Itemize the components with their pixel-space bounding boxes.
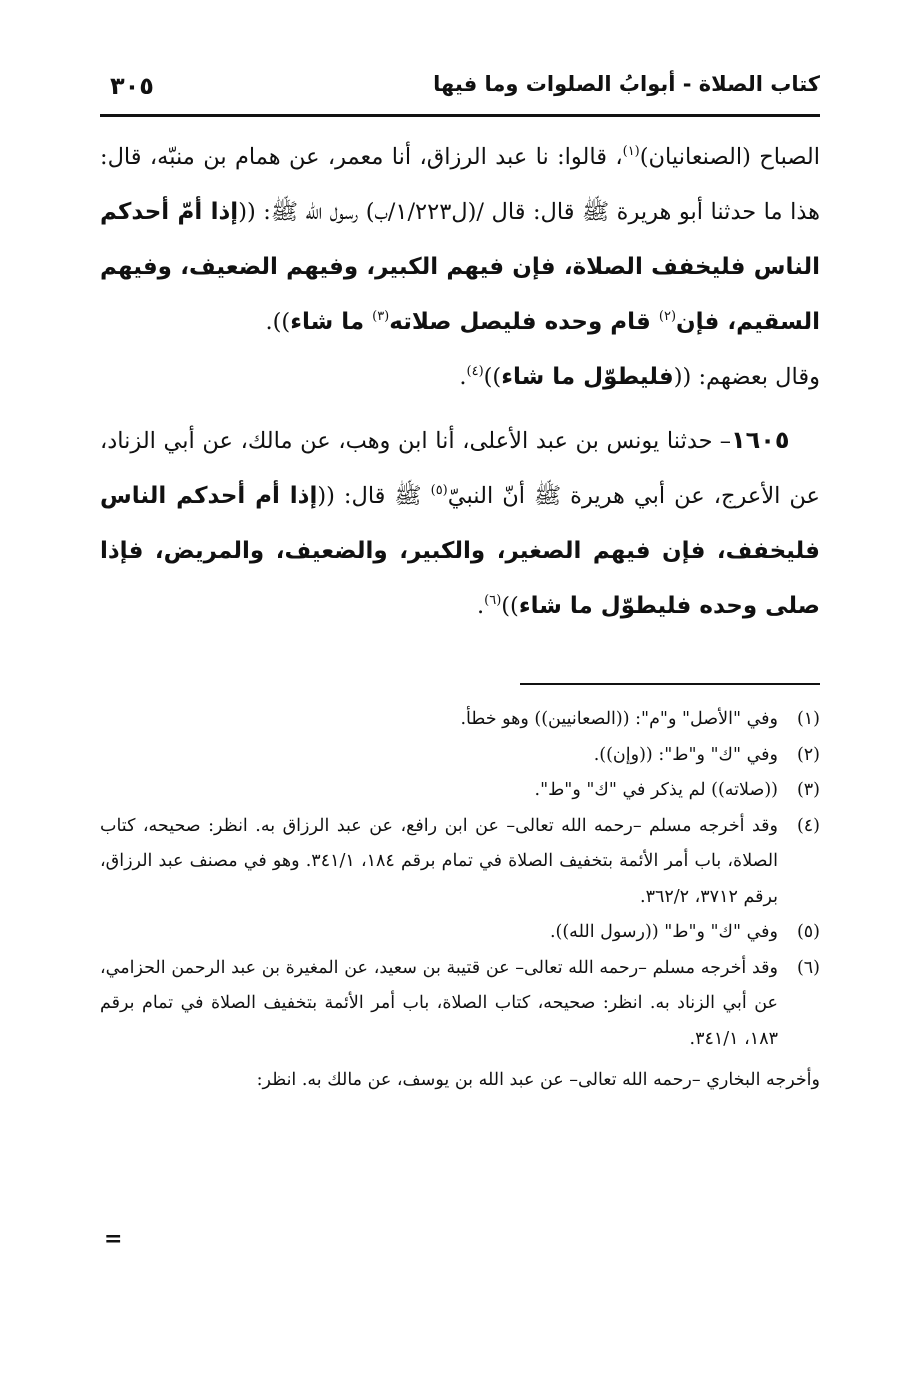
footnote-1 xyxy=(100,702,820,738)
header-divider xyxy=(100,114,820,117)
footnote-number: (٦) xyxy=(796,957,820,978)
running-header xyxy=(100,70,820,110)
text-run: ، قالوا: نا عبد الرزاق، أنا معمر، عن همام بن منبّه، قال: هذا ما حدثنا أبو هريرة ﷺ قال: قال /(ل١/٢٢٣/ب) رسول الله ﷺ: (( xyxy=(100,144,820,225)
footnote-number: (٢) xyxy=(796,744,820,765)
hadith-text-bold: إذا أم أحدكم الناس فليخفف، فإن فيهم الصغير، والكبير، والضعيف، والمريض، فإذا صلى وحده فليطوّل ما شاء xyxy=(100,483,820,619)
footnote-ref-1: (١) xyxy=(622,144,640,159)
footnote-text: وقد أخرجه مسلم –رحمه الله تعالى– عن ابن رافع، عن عبد الرزاق به. انظر: صحيحه، كتاب الصلاة، باب أمر الأئمة بتخفيف الصلاة في تمام برقم ١٨٤، ٣٤١/١. وهو في مصنف عبد الرزاق، برقم ٣٧١٢، ٣٦٢/٢. xyxy=(100,815,778,907)
text-run: . xyxy=(459,364,467,390)
footnote-number: (١) xyxy=(796,709,820,729)
text-run: وقال بعضهم: (( xyxy=(673,364,820,390)
footnote-text: وقد أخرجه مسلم –رحمه الله تعالى– عن قتيبة بن سعيد، عن المغيرة بن عبد الرحمن الحزامي، عن أبي الزناد به. انظر: صحيحه، كتاب الصلاة، باب أمر الأئمة بتخفيف الصلاة في تمام برقم ١٨٣، ٣٤١/١. xyxy=(100,957,778,1049)
header-title: كتاب الصلاة - أبوابُ الصلوات وما فيها xyxy=(433,72,820,96)
footnote-6-continuation xyxy=(100,1063,820,1099)
hadith-text-bold: ما شاء xyxy=(290,309,373,335)
text-run: )) xyxy=(501,593,519,619)
text-run: الصباح (الصنعانيان) xyxy=(639,144,820,170)
footnote-number: (٣) xyxy=(796,780,820,800)
text-run: )) xyxy=(483,364,502,390)
footnote-text: وفي "الأصل" و"م": ((الصعانيين)) وهو خطأ. xyxy=(460,709,778,729)
footnote-ref-6: (٦) xyxy=(484,593,502,608)
footnote-ref-4: (٤) xyxy=(466,364,484,379)
footnote-2 xyxy=(100,738,820,774)
footnote-3 xyxy=(100,773,820,809)
footnote-divider xyxy=(520,683,820,685)
footnote-text: ((صلاته)) لم يذكر في "ك" و"ط". xyxy=(534,780,778,800)
footnote-ref-3: (٣) xyxy=(372,309,390,324)
main-text xyxy=(100,130,820,634)
footnote-text: وفي "ك" و"ط" ((رسول الله)). xyxy=(549,922,778,942)
hadith-text-bold: قام وحده فليصل صلاته xyxy=(389,309,659,335)
hadith-number: ١٦٠٥ xyxy=(730,426,790,454)
footnote-ref-5: (٥) xyxy=(430,483,448,498)
footnote-4 xyxy=(100,809,820,916)
text-run: – حدثنا يونس بن عبد الأعلى، أنا ابن وهب، عن مالك، عن أبي الزناد، عن الأعرج، عن أبي هريرة ﷺ أنّ النبيّ xyxy=(100,428,820,509)
footnotes xyxy=(100,702,820,1099)
footnote-ref-2: (٢) xyxy=(658,309,677,324)
paragraph-2 xyxy=(100,413,820,634)
paragraph-1 xyxy=(100,130,820,405)
text-run: . xyxy=(476,593,485,619)
continuation-mark: = xyxy=(104,1226,123,1252)
text-run: ﷺ قال: (( xyxy=(317,483,431,509)
page-number: ٣٠٥ xyxy=(110,72,154,100)
footnote-number: (٥) xyxy=(796,922,820,942)
hadith-text-bold: فليطوّل ما شاء xyxy=(501,364,674,390)
footnote-number: (٤) xyxy=(796,815,820,836)
footnote-6 xyxy=(100,951,820,1058)
hadith-text-bold: إذا أمّ أحدكم الناس فليخفف الصلاة، فإن فيهم الكبير، وفيهم الضعيف، وفيهم السقيم، فإن xyxy=(100,199,820,335)
footnote-5 xyxy=(100,915,820,951)
footnote-text: وأخرجه البخاري –رحمه الله تعالى– عن عبد الله بن يوسف، عن مالك به. انظر: xyxy=(256,1070,820,1090)
footnote-text: وفي "ك" و"ط": ((وإن)). xyxy=(593,744,778,765)
text-run: )). xyxy=(265,309,291,335)
